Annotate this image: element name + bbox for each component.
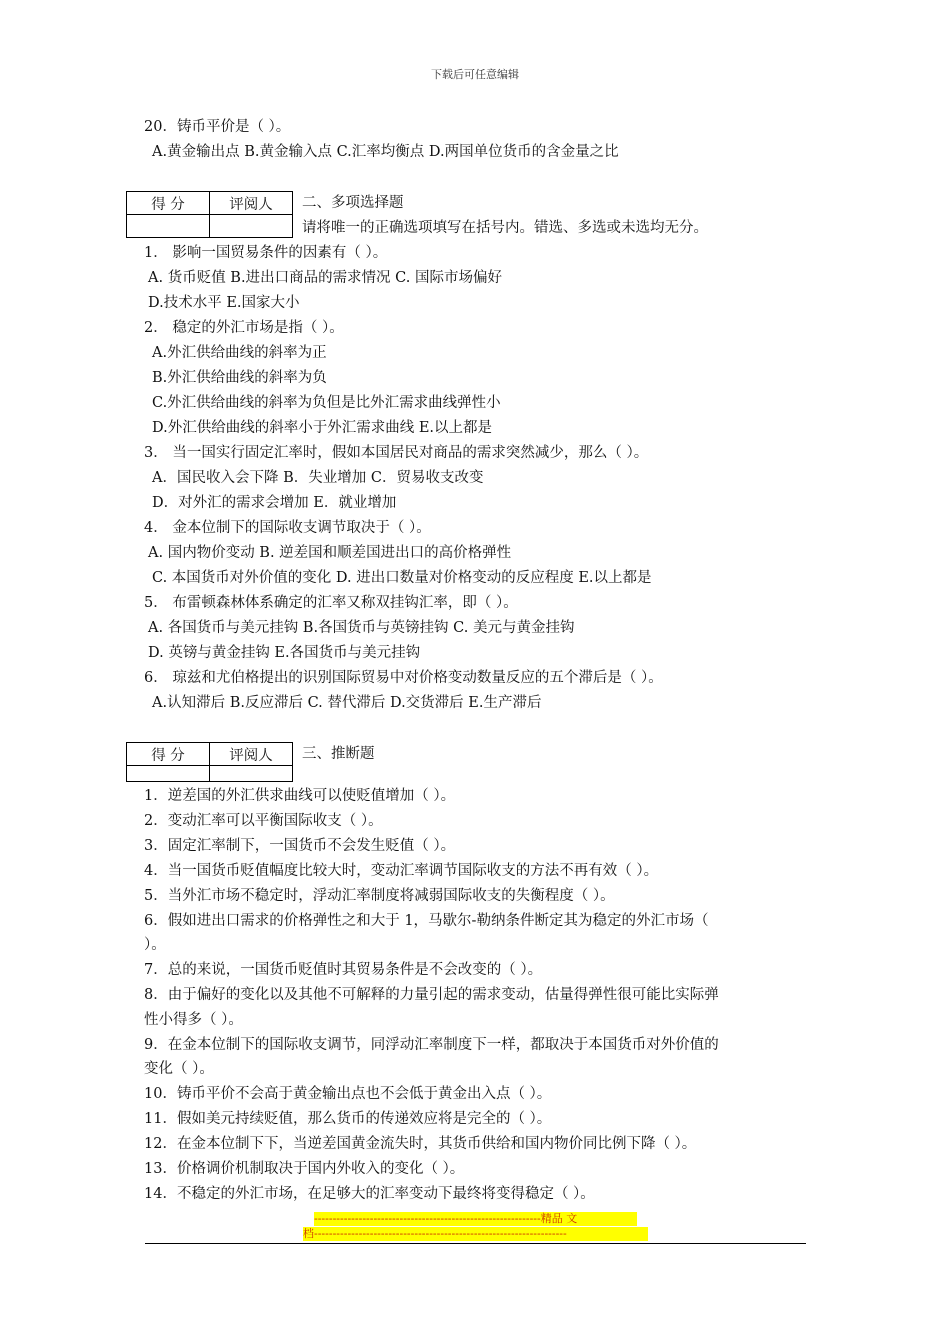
s2-line: 5． 布雷顿森林体系确定的汇率又称双挂钩汇率，即（ ）。 xyxy=(144,595,518,611)
footer-highlight-line1: -------------------------------------------------------------精品 文 xyxy=(314,1212,637,1226)
reviewer-cell[interactable] xyxy=(210,766,293,782)
reviewer-label: 评阅人 xyxy=(210,192,293,215)
score-table-section2 xyxy=(126,191,293,238)
s2-line: D. 英镑与黄金挂钩 E.各国货币与美元挂钩 xyxy=(148,645,421,661)
q20-stem: 20．铸币平价是（ ）。 xyxy=(144,119,291,135)
s3-line: 性小得多（ ）。 xyxy=(144,1012,243,1028)
score-label: 得 分 xyxy=(127,192,210,215)
s3-line: 6．假如进出口需求的价格弹性之和大于 1，马歇尔-勒纳条件断定其为稳定的外汇市场（ xyxy=(144,913,709,929)
section3-title: 三、推断题 xyxy=(302,746,375,762)
s2-line: A. 货币贬值 B.进出口商品的需求情况 C. 国际市场偏好 xyxy=(148,270,502,286)
s2-line: 3． 当一国实行固定汇率时，假如本国居民对商品的需求突然减少，那么（ ）。 xyxy=(144,445,649,461)
s2-line: A. 国内物价变动 B. 逆差国和顺差国进出口的高价格弹性 xyxy=(148,545,512,561)
score-cell[interactable] xyxy=(127,766,210,782)
s3-line: 7．总的来说，一国货币贬值时其贸易条件是不会改变的（ ）。 xyxy=(144,962,543,978)
s2-line: A. 各国货币与美元挂钩 B.各国货币与英镑挂钩 C. 美元与黄金挂钩 xyxy=(148,620,575,636)
s2-line: A.外汇供给曲线的斜率为正 xyxy=(152,345,327,361)
s2-line: D．对外汇的需求会增加 E．就业增加 xyxy=(152,495,397,511)
s2-line: A.认知滞后 B.反应滞后 C. 替代滞后 D.交货滞后 E.生产滞后 xyxy=(152,695,542,711)
page-header: 下载后可任意编辑 xyxy=(431,68,519,81)
s2-line: C. 本国货币对外价值的变化 D. 进出口数量对价格变动的反应程度 E.以上都是 xyxy=(152,570,652,586)
s3-line: 3．固定汇率制下，一国货币不会发生贬值（ ）。 xyxy=(144,838,456,854)
footer-divider xyxy=(145,1243,806,1244)
s3-line: 8．由于偏好的变化以及其他不可解释的力量引起的需求变动，估量得弹性很可能比实际弹 xyxy=(144,987,719,1003)
s2-line: D.技术水平 E.国家大小 xyxy=(148,295,300,311)
score-label: 得 分 xyxy=(127,743,210,766)
s2-line: 6． 琼兹和尤伯格提出的识别国际贸易中对价格变动数量反应的五个滞后是（ ）。 xyxy=(144,670,663,686)
s3-line: 13．价格调价机制取决于国内外收入的变化（ ）。 xyxy=(144,1161,465,1177)
q20-options: A.黄金输出点 B.黄金输入点 C.汇率均衡点 D.两国单位货币的含金量之比 xyxy=(152,144,619,160)
reviewer-label: 评阅人 xyxy=(210,743,293,766)
score-table-section3 xyxy=(126,742,293,782)
s2-line: D.外汇供给曲线的斜率小于外汇需求曲线 E.以上都是 xyxy=(152,420,493,436)
s3-line: 10．铸币平价不会高于黄金输出点也不会低于黄金出入点（ ）。 xyxy=(144,1086,552,1102)
s3-line: 2．变动汇率可以平衡国际收支（ ）。 xyxy=(144,813,383,829)
s2-line: B.外汇供给曲线的斜率为负 xyxy=(152,370,327,386)
score-cell[interactable] xyxy=(127,215,210,238)
s2-line: A．国民收入会下降 B．失业增加 C．贸易收支改变 xyxy=(152,470,484,486)
s3-line: 12．在金本位制下下，当逆差国黄金流失时，其货币供给和国内物价同比例下降（ ）。 xyxy=(144,1136,697,1152)
reviewer-cell[interactable] xyxy=(210,215,293,238)
s2-line: 2． 稳定的外汇市场是指（ ）。 xyxy=(144,320,344,336)
footer-highlight-line2: 档-------------------------------------------------------------------- xyxy=(303,1227,648,1241)
s3-line: ）。 xyxy=(144,937,166,953)
section2-title: 二、多项选择题 xyxy=(302,195,404,211)
s2-line: 4． 金本位制下的国际收支调节取决于（ ）。 xyxy=(144,520,431,536)
s3-line: 4．当一国货币贬值幅度比较大时，变动汇率调节国际收支的方法不再有效（ ）。 xyxy=(144,863,659,879)
s2-line: C.外汇供给曲线的斜率为负但是比外汇需求曲线弹性小 xyxy=(152,395,501,411)
s3-line: 14．不稳定的外汇市场，在足够大的汇率变动下最终将变得稳定（ ）。 xyxy=(144,1186,595,1202)
section2-instruction: 请将唯一的正确选项填写在括号内。错选、多选或未选均无分。 xyxy=(302,220,708,236)
s3-line: 11．假如美元持续贬值，那么货币的传递效应将是完全的（ ）。 xyxy=(144,1111,552,1127)
s3-line: 1．逆差国的外汇供求曲线可以使贬值增加（ ）。 xyxy=(144,788,456,804)
s3-line: 9．在金本位制下的国际收支调节，同浮动汇率制度下一样，都取决于本国货币对外价值的 xyxy=(144,1037,719,1053)
s2-line: 1． 影响一国贸易条件的因素有（ ）。 xyxy=(144,245,388,261)
s3-line: 5．当外汇市场不稳定时，浮动汇率制度将减弱国际收支的失衡程度（ ）。 xyxy=(144,888,615,904)
s3-line: 变化（ ）。 xyxy=(144,1061,214,1077)
